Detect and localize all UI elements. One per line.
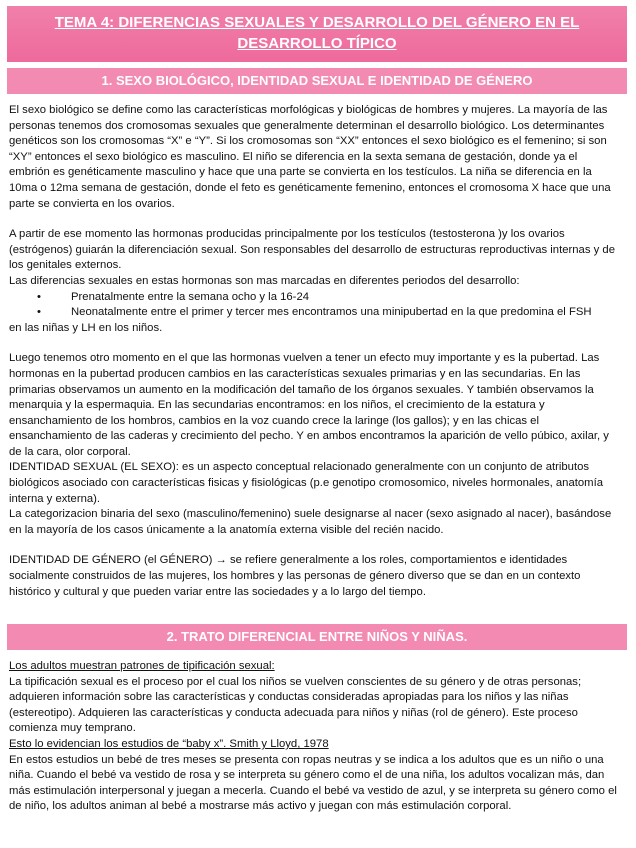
section-heading-1: 1. SEXO BIOLÓGICO, IDENTIDAD SEXUAL E IDENTIDAD DE GÉNERO bbox=[7, 68, 627, 94]
list-item: • Neonatalmente entre el primer y tercer mes encontramos una minipubertad en la que predomina el FSH bbox=[9, 305, 621, 321]
bullet-icon: • bbox=[37, 306, 41, 319]
paragraph: IDENTIDAD SEXUAL (EL SEXO): es un aspecto conceptual relacionado generalmente con un conjunto de atributos biológicos asociado con características fisicas y fisiológicas (p.e genotipo cromosomico, niveles hormonales, anatomía interna y externa). bbox=[9, 461, 604, 505]
underlined-heading: Los adultos muestran patrones de tipificación sexual: bbox=[9, 660, 275, 672]
paragraph: La categorizacion binaria del sexo (masculino/femenino) suele designarse al nacer (sexo asignado al nacer), basándose en la mayoría de los casos únicamente a la anatomía externa visible del recién nacido. bbox=[9, 508, 612, 536]
page-title: TEMA 4: DIFERENCIAS SEXUALES Y DESARROLLO DEL GÉNERO EN EL DESARROLLO TÍPICO bbox=[7, 6, 627, 62]
paragraph: A partir de ese momento las hormonas producidas principalmente por los testículos (testosterona )y los ovarios (estrógenos) guiarán la diferenciación sexual. Son responsables del desarrollo de estructuras reproductivas internas y de los genitales externos. bbox=[9, 228, 615, 272]
section-2-body bbox=[9, 659, 621, 815]
paragraph: El sexo biológico se define como las características morfológicas y biológicas de hombres y mujeres. La mayoría de las personas tenemos dos cromosomas sexuales que generalmente determinan el desarrollo biológico. Los determinantes genéticos son los cromosomas “X” e “Y”. Si los cromosomas son “XX” entonces el sexo biológico es el femenino; si son “XY” entonces el sexo biológico es masculino. El niño se diferencia en la sexta semana de gestación, donde ya el embrión es genéticamente masculino y hace que una parte se convierta en los testículos. La niña se diferencia en la 10ma o 12ma semana de gestación, donde el feto es genéticamente femenino, entonces el cromosoma X hace que una parte se convierta en los ovarios. bbox=[9, 104, 611, 210]
bullet-icon: • bbox=[37, 290, 41, 303]
section-heading-2: 2. TRATO DIFERENCIAL ENTRE NIÑOS Y NIÑAS. bbox=[7, 624, 627, 650]
paragraph: En estos estudios un bebé de tres meses se presenta con ropas neutras y se indica a los adultos que es un niño o una niña. Cuando el bebé va vestido de rosa y se interpreta su género como el de una niña, los adultos vocalizan más, dan más estimulación interpersonal y juegan a mecerla. Cuando el bebé va vestido de azul, y se interpreta su género como el de niño, los adultos animan al bebé a mostrarse más activo y juegan con más estimulación corporal. bbox=[9, 753, 617, 813]
underlined-heading: Esto lo evidencian los estudios de “baby x”. Smith y Lloyd, 1978 bbox=[9, 737, 329, 750]
paragraph: IDENTIDAD DE GÉNERO (el GÉNERO) → se refiere generalmente a los roles, comportamientos e identidades socialmente construidos de las mujeres, los hombres y las personas de género diverso que se dan en un contexto histórico y cultural y que pueden variar entre las sociedades y a lo largo del tiempo. bbox=[9, 554, 581, 598]
list-item: • Prenatalmente entre la semana ocho y la 16-24 bbox=[9, 290, 621, 306]
list-item-continuation: en las niñas y LH en los niños. bbox=[9, 321, 163, 334]
paragraph: Luego tenemos otro momento en el que las hormonas vuelven a tener un efecto muy importante y es la pubertad. Las hormonas en la pubertad producen cambios en las características sexuales primarias y en las secundarias. En las primarias observamos un aumento en la modificación del tamaño de los órganos sexuales. Y también observamos la menarquia y la espermaquia. En las secundarias encontramos: en los niños, el crecimiento de la estatura y ensanchamiento de los hombros, cambios en la voz cuando crece la laringe (los gallos); y en las chicas el ensanchamiento de las caderas y crecimiento del pecho. Y en ambos encontramos la aparición de vello púbico, axilar, y de la cara, olor corporal. bbox=[9, 352, 609, 458]
paragraph: La tipificación sexual es el proceso por el cual los niños se vuelven conscientes de su género y de otras personas; adquieren información sobre las características y conductas consideradas apropiadas para los niños y las niñas (estereotipo). Adquieren las características y conducta adecuada para niños y niñas (rol de género). Este proceso comienza muy temprano. bbox=[9, 675, 582, 735]
section-1-body bbox=[9, 103, 621, 600]
paragraph: Las diferencias sexuales en estas hormonas son mas marcadas en diferentes periodos del desarrollo: bbox=[9, 274, 520, 287]
